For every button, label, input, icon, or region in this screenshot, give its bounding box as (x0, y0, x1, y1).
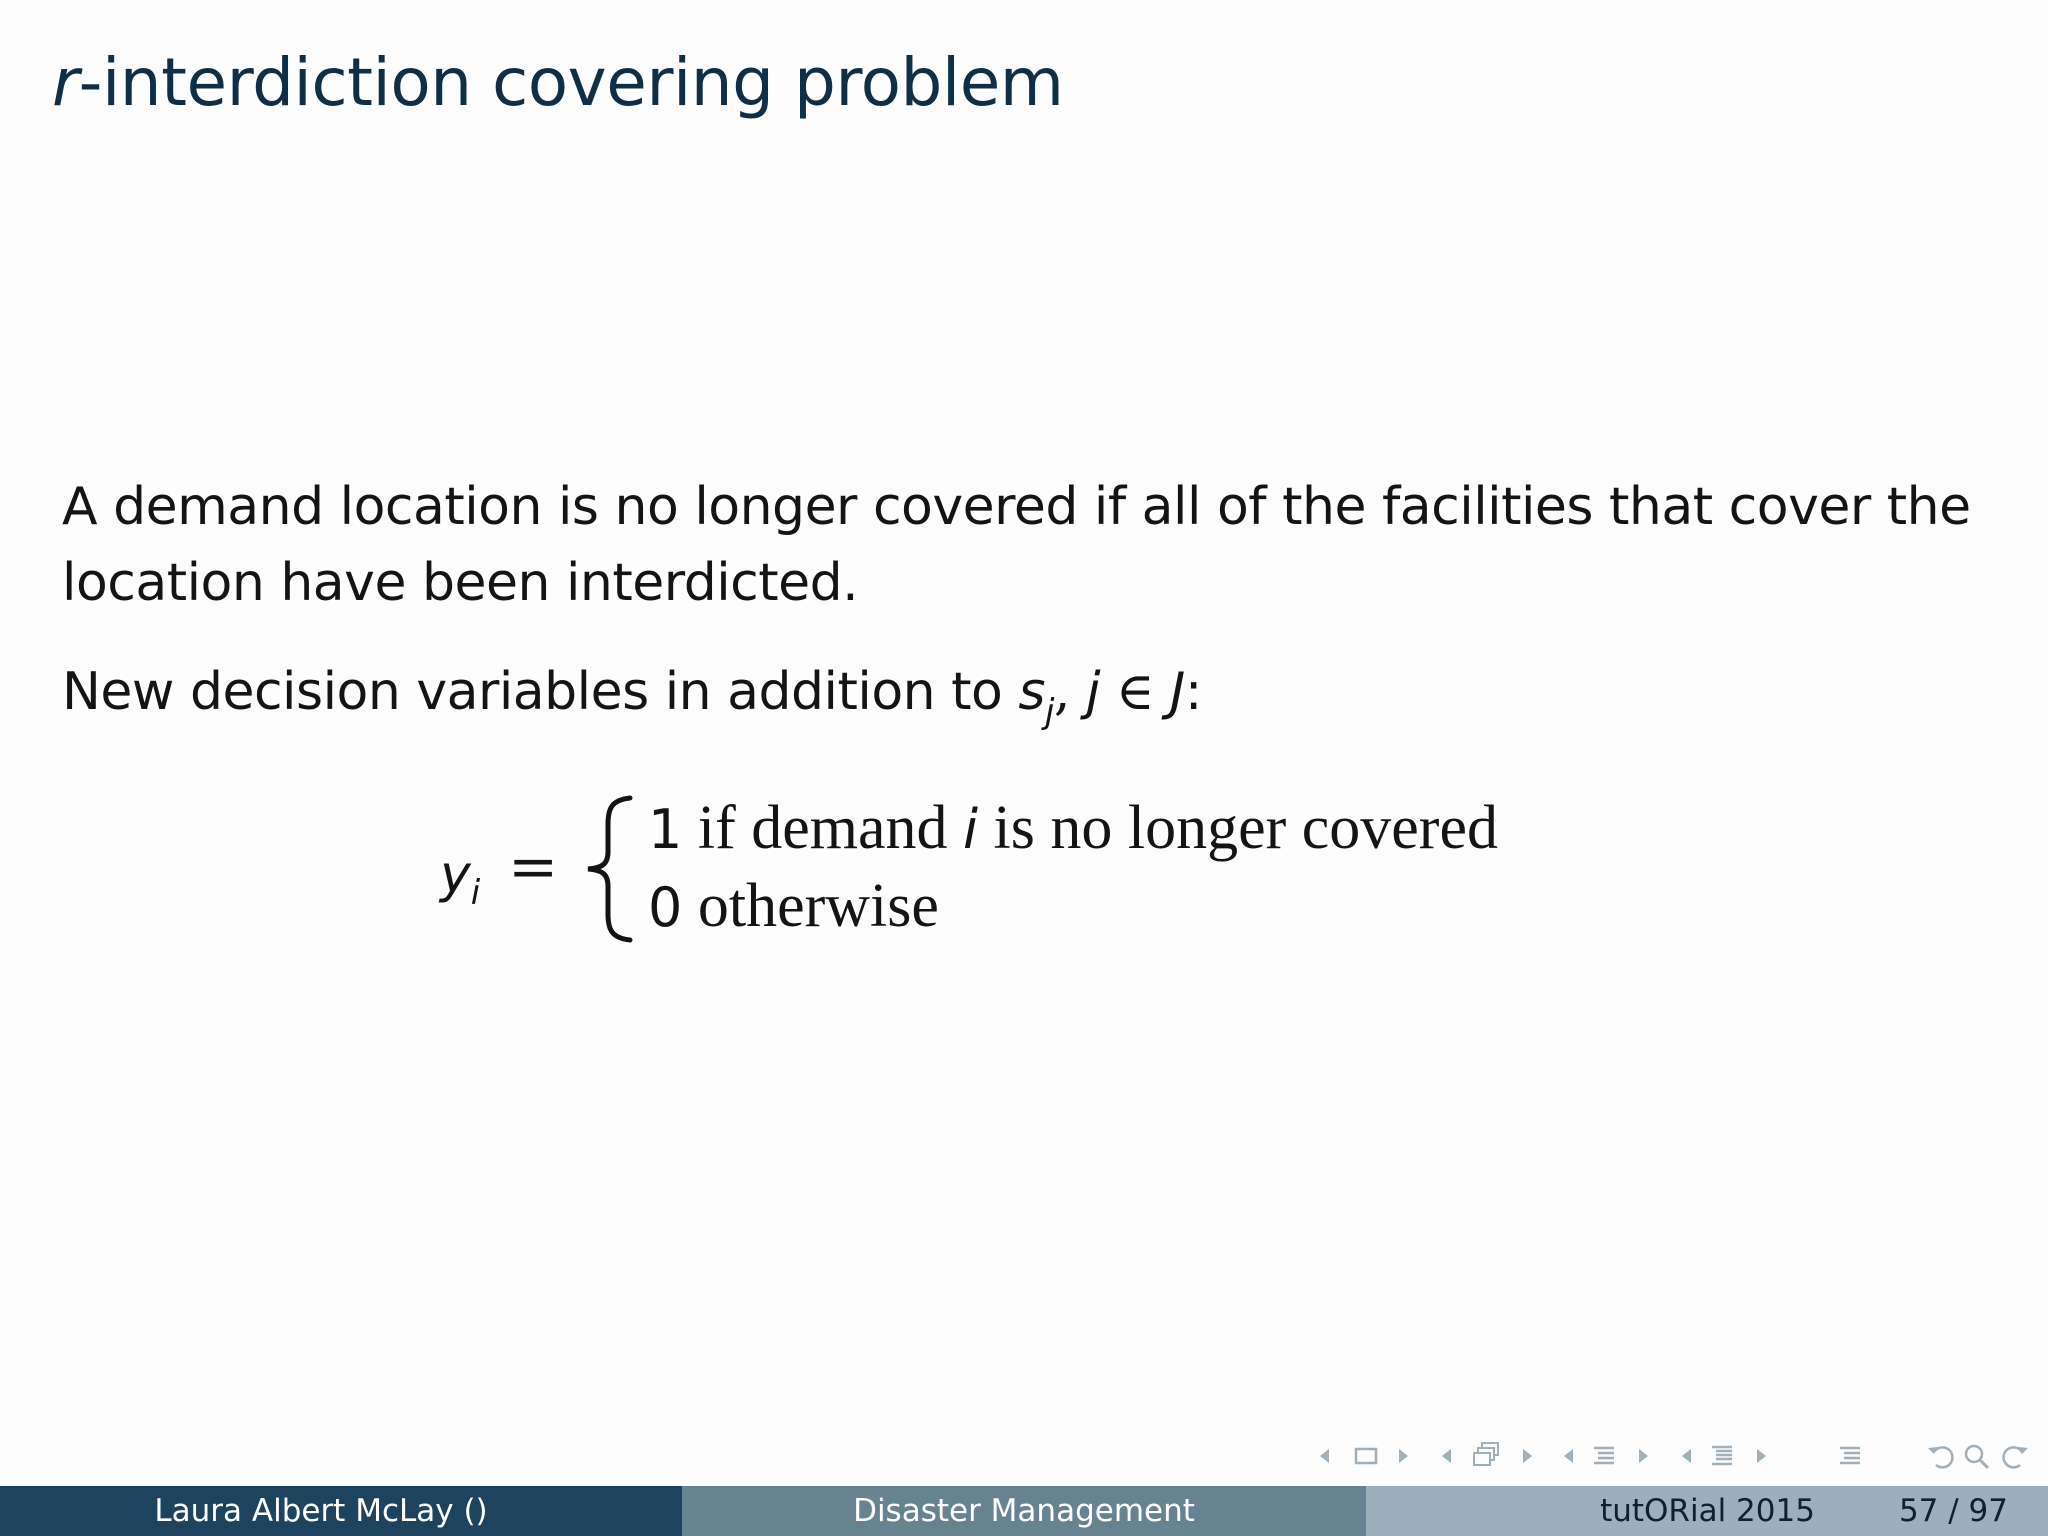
search-icon[interactable] (1960, 1440, 1994, 1472)
arrow-right-icon[interactable] (1396, 1440, 1412, 1472)
case-row-2 (648, 868, 1498, 946)
footer-event: tutORial 2015 (1600, 1493, 1815, 1529)
colon: : (1184, 662, 1202, 722)
paragraph-text: New decision variables in addition to (62, 662, 1019, 722)
section-icon[interactable] (1588, 1440, 1620, 1472)
arrow-left-icon[interactable] (1316, 1440, 1332, 1472)
left-brace (578, 794, 638, 944)
variable-y: y (440, 845, 471, 905)
subscript-j: j (1044, 692, 1054, 732)
arrow-left-icon[interactable] (1560, 1440, 1576, 1472)
arrow-left-icon[interactable] (1438, 1440, 1454, 1472)
footer-author-text: Laura Albert McLay () (154, 1493, 488, 1529)
footer-info (1366, 1486, 2048, 1536)
equation-lhs (440, 840, 480, 916)
comma: , (1053, 662, 1086, 722)
title-variable: r (52, 44, 79, 121)
paragraph-new-variables (62, 654, 1202, 736)
navigation-symbols (1310, 1440, 2040, 1472)
subsection-icon[interactable] (1468, 1440, 1504, 1472)
toc-icon[interactable] (1834, 1440, 1866, 1472)
undo-icon[interactable] (1924, 1440, 1958, 1472)
subscript-i: i (470, 873, 481, 913)
index-j: j (1085, 662, 1100, 722)
footer-title-text: Disaster Management (853, 1493, 1195, 1529)
cases (648, 790, 1498, 946)
case2-text: otherwise (682, 872, 939, 940)
paragraph-coverage-definition: A demand location is no longer covered if all of the facilities that cover the location have been interdicted. (62, 477, 1971, 613)
arrow-right-icon[interactable] (1636, 1440, 1652, 1472)
document-icon[interactable] (1706, 1440, 1738, 1472)
variable-s: s (1018, 662, 1045, 722)
footer-title (682, 1486, 1366, 1536)
case1-value: 1 (648, 798, 683, 861)
case-row-1 (648, 790, 1498, 868)
arrow-right-icon[interactable] (1520, 1440, 1536, 1472)
display-equation (440, 790, 1640, 950)
case1-text-a: if demand (682, 794, 963, 862)
arrow-right-icon[interactable] (1754, 1440, 1770, 1472)
equals-sign: = (508, 832, 559, 902)
redo-icon[interactable] (1998, 1440, 2032, 1472)
arrow-left-icon[interactable] (1678, 1440, 1694, 1472)
slide-title (52, 44, 1064, 121)
element-of-symbol: ∈ (1099, 662, 1170, 722)
frame-icon[interactable] (1350, 1440, 1382, 1472)
page-number: 57 / 97 (1898, 1493, 2008, 1529)
footer-author (0, 1486, 682, 1536)
case1-variable: i (963, 798, 979, 861)
footline (0, 1486, 2048, 1536)
set-J: J (1169, 662, 1185, 722)
case1-text-b: is no longer covered (978, 794, 1498, 862)
title-text: -interdiction covering problem (78, 44, 1064, 121)
case2-value: 0 (648, 876, 683, 939)
